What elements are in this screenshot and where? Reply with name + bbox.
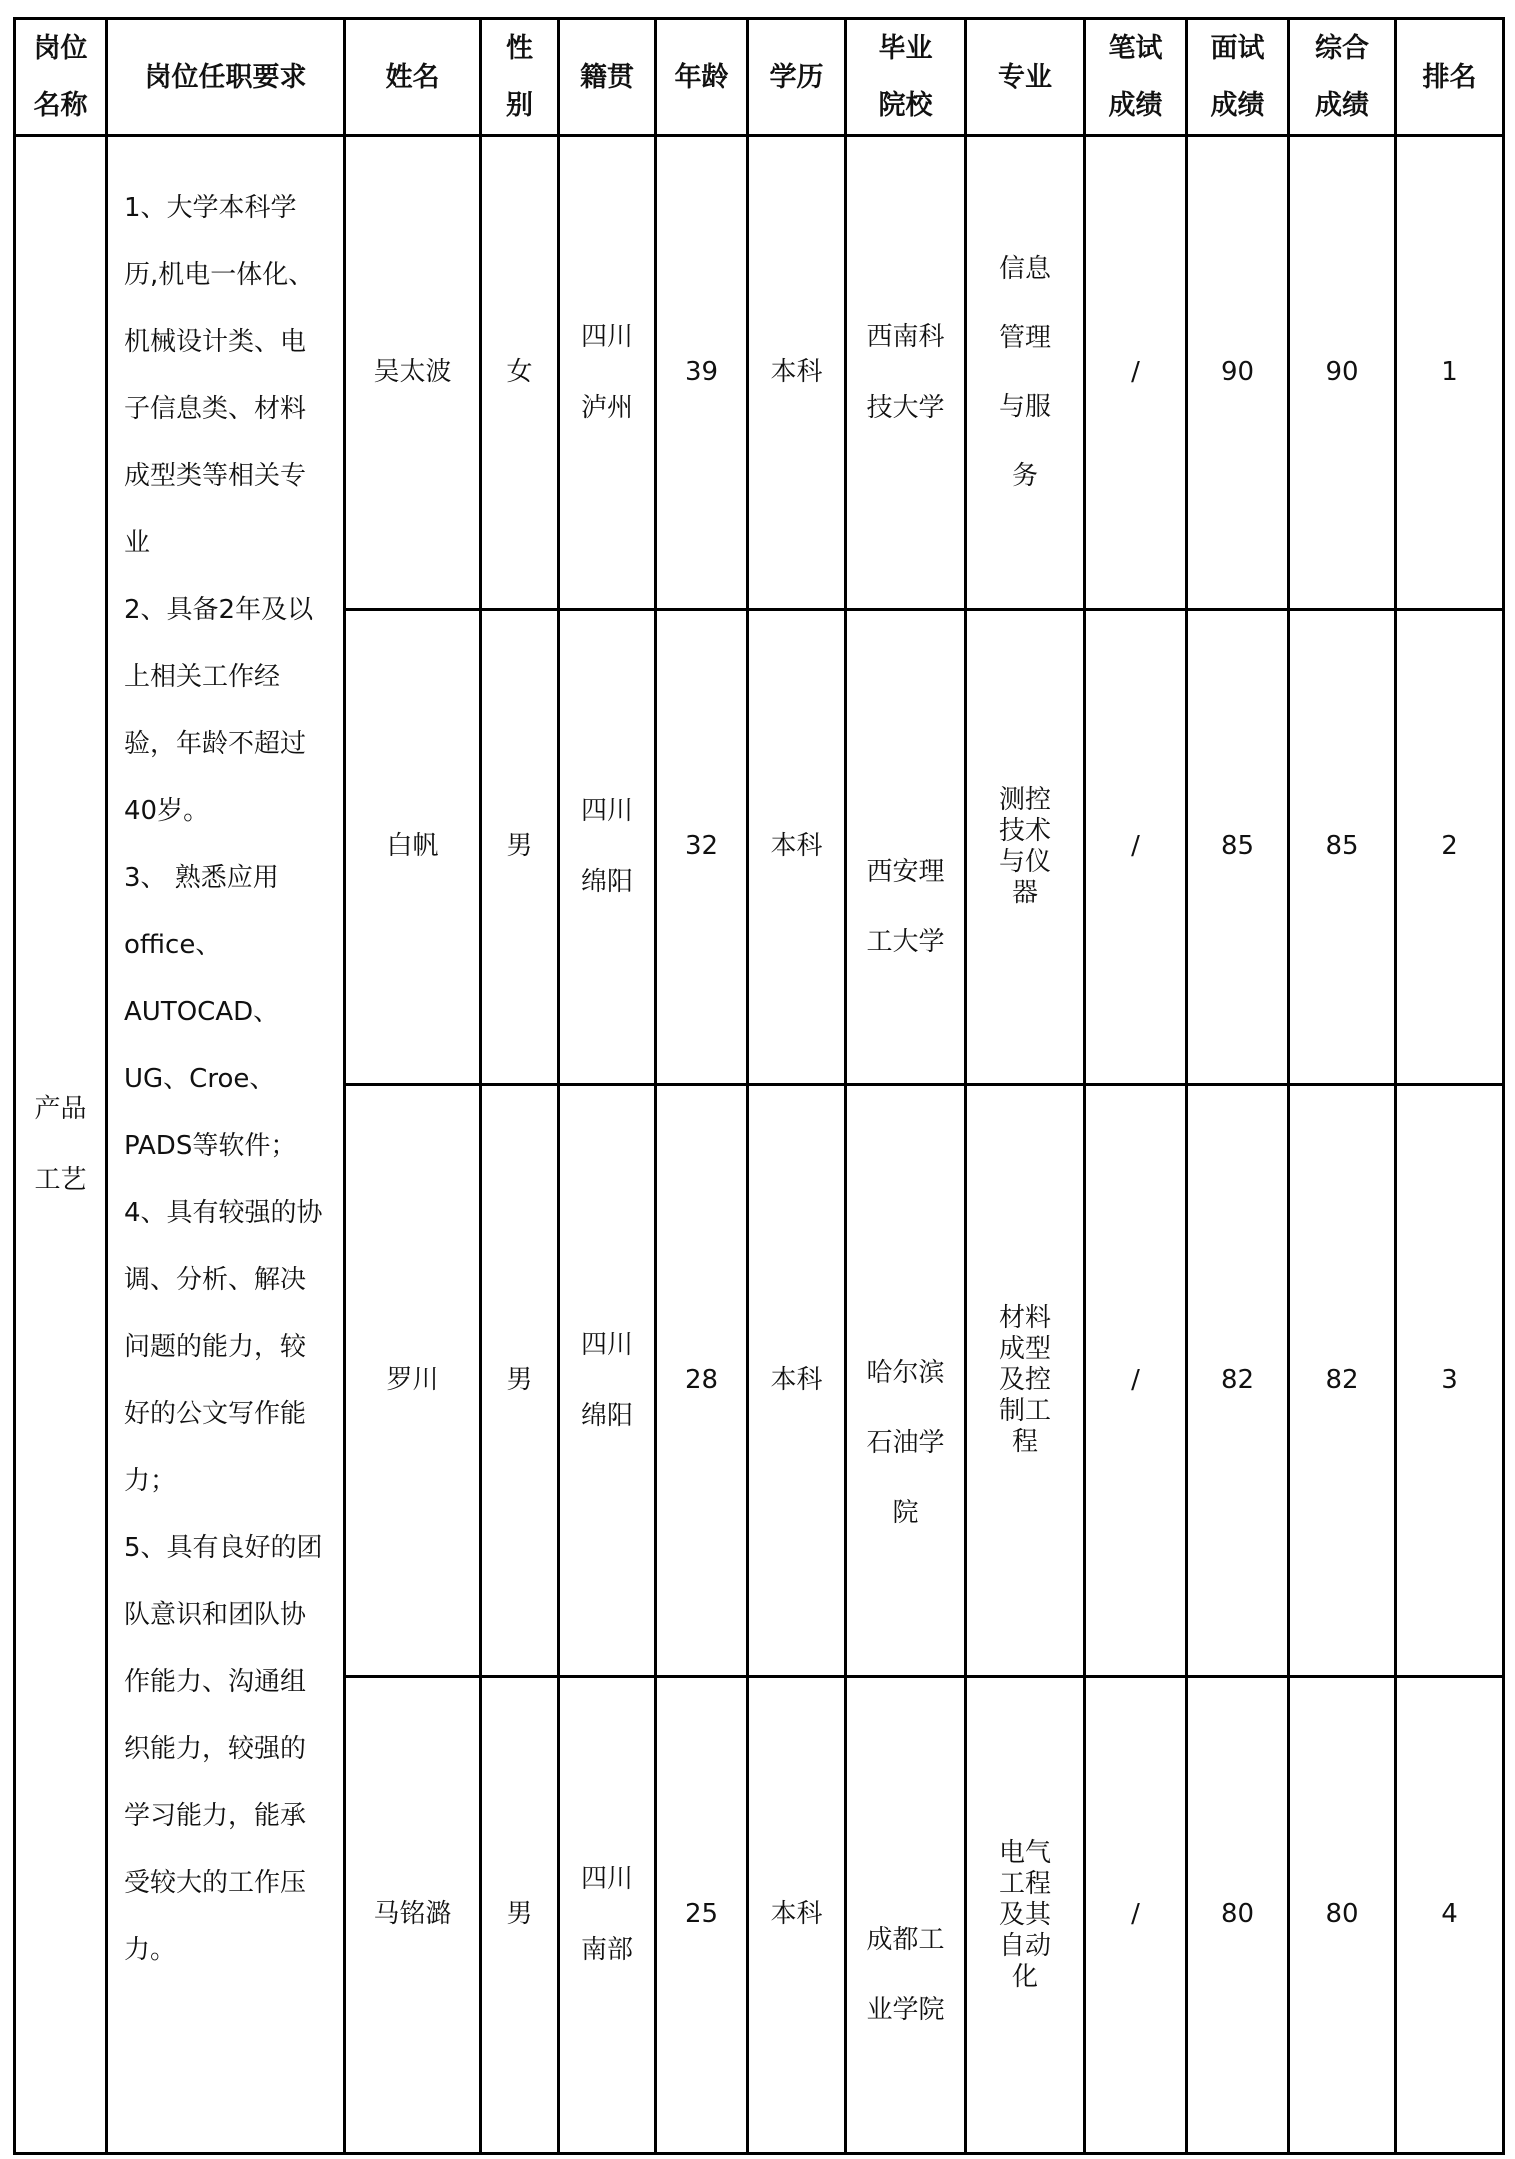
candidate-native-place: 四川 南部	[559, 1677, 656, 2154]
requirements-cell: 1、大学本科学 历,机电一体化、 机械设计类、电 子信息类、材料 成型类等相关专 业 2、具备2年及以 上相关工作经 验，年龄不超过 40岁。 3、 熟悉应用 office、 AUTOCAD、 UG、Croe、 PADS等软件； 4、具有较强的协 调、分析、解决 问题的能力，较 好的公文写作能 力； 5、具有良好的团 队意识和团队协 作能力、沟通组 织能力，较强的 学习能力，能承 受较大的工作压 力。	[107, 136, 345, 2154]
candidate-education: 本科	[748, 136, 846, 610]
header-row	[15, 19, 1504, 136]
candidate-age: 39	[656, 136, 748, 610]
header-written-score: 笔试 成绩	[1085, 19, 1187, 136]
header-rank: 排名	[1396, 19, 1504, 136]
candidate-education: 本科	[748, 1085, 846, 1677]
candidate-total-score: 85	[1289, 610, 1396, 1085]
candidate-major: 材料 成型 及控 制工 程	[966, 1085, 1085, 1677]
candidate-total-score: 90	[1289, 136, 1396, 610]
header-name: 姓名	[345, 19, 481, 136]
candidate-interview-score: 90	[1187, 136, 1289, 610]
candidate-name: 罗川	[345, 1085, 481, 1677]
header-school: 毕业 院校	[846, 19, 966, 136]
candidate-age: 32	[656, 610, 748, 1085]
candidate-major: 电气 工程 及其 自动 化	[966, 1677, 1085, 2154]
candidate-native-place: 四川 泸州	[559, 136, 656, 610]
candidate-interview-score: 82	[1187, 1085, 1289, 1677]
candidate-native-place: 四川 绵阳	[559, 1085, 656, 1677]
candidate-native-place: 四川 绵阳	[559, 610, 656, 1085]
candidate-gender: 男	[481, 1085, 559, 1677]
header-position-name: 岗位 名称	[15, 19, 107, 136]
candidate-school: 西南科 技大学	[846, 136, 966, 610]
candidate-written-score: /	[1085, 136, 1187, 610]
candidate-rank: 1	[1396, 136, 1504, 610]
candidate-name: 白帆	[345, 610, 481, 1085]
candidate-school: 成都工 业学院	[846, 1677, 966, 2154]
header-requirements: 岗位任职要求	[107, 19, 345, 136]
candidate-written-score: /	[1085, 1677, 1187, 2154]
candidate-age: 28	[656, 1085, 748, 1677]
candidate-name: 马铭潞	[345, 1677, 481, 2154]
candidate-name: 吴太波	[345, 136, 481, 610]
candidate-results-table	[13, 17, 1505, 2155]
position-name-cell: 产品 工艺	[15, 136, 107, 2154]
header-interview-score: 面试 成绩	[1187, 19, 1289, 136]
header-native-place: 籍贯	[559, 19, 656, 136]
candidate-total-score: 80	[1289, 1677, 1396, 2154]
results-sheet	[13, 17, 1502, 2147]
candidate-education: 本科	[748, 1677, 846, 2154]
header-gender: 性 别	[481, 19, 559, 136]
header-total-score: 综合 成绩	[1289, 19, 1396, 136]
candidate-interview-score: 80	[1187, 1677, 1289, 2154]
header-age: 年龄	[656, 19, 748, 136]
candidate-major: 测控 技术 与仪 器	[966, 610, 1085, 1085]
candidate-rank: 3	[1396, 1085, 1504, 1677]
candidate-written-score: /	[1085, 1085, 1187, 1677]
candidate-gender: 男	[481, 610, 559, 1085]
candidate-rank: 4	[1396, 1677, 1504, 2154]
candidate-written-score: /	[1085, 610, 1187, 1085]
candidate-gender: 女	[481, 136, 559, 610]
candidate-gender: 男	[481, 1677, 559, 2154]
candidate-total-score: 82	[1289, 1085, 1396, 1677]
header-education: 学历	[748, 19, 846, 136]
candidate-age: 25	[656, 1677, 748, 2154]
candidate-rank: 2	[1396, 610, 1504, 1085]
candidate-major: 信息 管理 与服 务	[966, 136, 1085, 610]
candidate-interview-score: 85	[1187, 610, 1289, 1085]
candidate-education: 本科	[748, 610, 846, 1085]
candidate-school: 西安理 工大学	[846, 610, 966, 1085]
header-major: 专业	[966, 19, 1085, 136]
candidate-school: 哈尔滨 石油学 院	[846, 1085, 966, 1677]
table-row	[15, 136, 1504, 610]
